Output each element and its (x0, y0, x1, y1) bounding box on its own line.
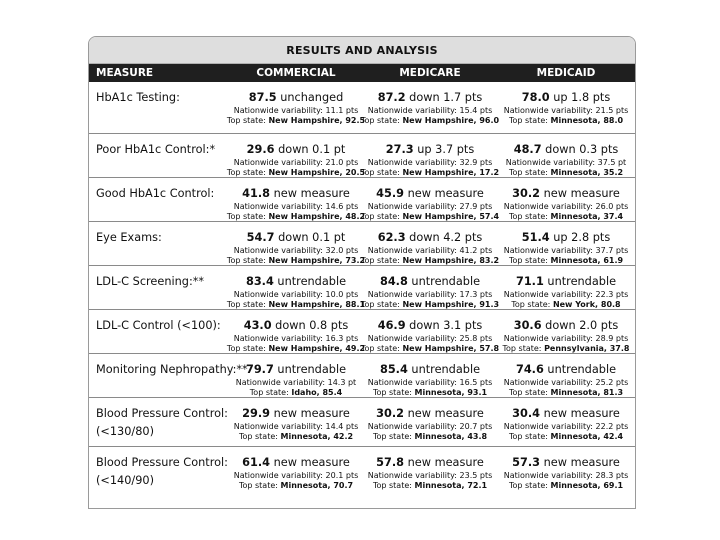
measure-name: LDL-C Screening:** (96, 275, 205, 288)
rate-line (516, 273, 616, 290)
medicaid-cell (497, 317, 635, 353)
rate-change: new measure (273, 187, 350, 200)
column-header-measure: MEASURE (96, 67, 154, 79)
top-state-value: Minnesota, 69.1 (550, 481, 624, 490)
table-body (89, 82, 635, 496)
top-state-prefix: Top state: (360, 344, 400, 353)
rate-line (380, 361, 480, 378)
table-row (89, 447, 635, 496)
table-row (89, 222, 635, 266)
measure-qualifier: (<140/90) (96, 474, 155, 487)
rate-value: 71.1 (515, 275, 544, 288)
nationwide-variability: Nationwide variability: 15.4 pts (367, 106, 493, 115)
top-state (227, 168, 365, 178)
nationwide-variability: Nationwide variability: 25.2 pts (503, 378, 629, 387)
measure-name: Monitoring Nephropathy:** (96, 363, 248, 376)
top-state (227, 344, 365, 354)
rate-value: 57.3 (512, 456, 541, 469)
top-state (361, 168, 499, 178)
measure-name: HbA1c Testing: (96, 91, 180, 104)
top-state (509, 212, 623, 222)
top-state-prefix: Top state: (226, 256, 266, 265)
top-state-prefix: Top state: (226, 300, 266, 309)
top-state-value: Minnesota, 72.1 (414, 481, 488, 490)
medicare-cell (360, 141, 500, 177)
measure-label (89, 185, 229, 221)
rate-change: untrendable (411, 275, 481, 288)
table-row (89, 310, 635, 354)
rate-value: 61.4 (242, 456, 271, 469)
commercial-cell (226, 317, 366, 353)
measure-label (89, 361, 248, 397)
top-state-prefix: Top state: (508, 432, 548, 441)
top-state-prefix: Top state: (511, 300, 551, 309)
rate-value: 87.2 (377, 91, 406, 104)
nationwide-variability: Nationwide variability: 32.0 pts (233, 246, 359, 255)
rate-line (380, 273, 480, 290)
nationwide-variability: Nationwide variability: 37.7 pts (503, 246, 629, 255)
top-state-value: Minnesota, 61.9 (550, 256, 624, 265)
rate-value: 29.6 (246, 143, 275, 156)
measure-label (89, 454, 229, 496)
rate-value: 48.7 (513, 143, 542, 156)
top-state-prefix: Top state: (372, 481, 412, 490)
table-row (89, 354, 635, 398)
top-state-value: Minnesota, 70.7 (280, 481, 354, 490)
top-state (509, 116, 623, 126)
top-state (503, 344, 630, 354)
top-state-value: New Hampshire, 57.4 (402, 212, 500, 221)
rate-change: down 4.2 pts (409, 231, 483, 244)
top-state-prefix: Top state: (508, 168, 548, 177)
nationwide-variability: Nationwide variability: 17.3 pts (367, 290, 493, 299)
measure-name: Good HbA1c Control: (96, 187, 215, 200)
top-state (239, 481, 353, 491)
nationwide-variability: Nationwide variability: 41.2 pts (367, 246, 493, 255)
rate-change: down 0.8 pts (275, 319, 349, 332)
top-state (509, 432, 623, 442)
rate-line (512, 454, 620, 471)
top-state (361, 300, 499, 310)
rate-change: new measure (407, 407, 484, 420)
rate-value: 79.7 (245, 363, 274, 376)
top-state-prefix: Top state: (226, 344, 266, 353)
rate-line (514, 141, 619, 158)
rate-line (247, 141, 346, 158)
rate-change: new measure (407, 456, 484, 469)
nationwide-variability: Nationwide variability: 37.5 pt (505, 158, 627, 167)
top-state-value: New Hampshire, 73.2 (268, 256, 366, 265)
column-header-medicare: MEDICARE (399, 67, 461, 79)
top-state-prefix: Top state: (360, 116, 400, 125)
top-state-prefix: Top state: (508, 116, 548, 125)
medicare-cell (360, 229, 500, 265)
top-state-value: New Hampshire, 17.2 (402, 168, 500, 177)
medicaid-cell (497, 185, 635, 221)
nationwide-variability: Nationwide variability: 16.5 pts (367, 378, 493, 387)
rate-change: new measure (273, 407, 350, 420)
top-state (227, 300, 365, 310)
measure-qualifier: (<130/80) (96, 425, 155, 438)
nationwide-variability: Nationwide variability: 16.3 pts (233, 334, 359, 343)
measure-name: Blood Pressure Control: (96, 407, 228, 420)
rate-value: 30.6 (513, 319, 542, 332)
rate-change: new measure (543, 407, 620, 420)
top-state (509, 256, 623, 266)
top-state-value: New Hampshire, 49.2 (268, 344, 366, 353)
measure-name: Eye Exams: (96, 231, 162, 244)
top-state-value: Minnesota, 43.8 (414, 432, 488, 441)
rate-line (376, 185, 484, 202)
top-state-value: New Hampshire, 92.5 (268, 116, 366, 125)
top-state (361, 212, 499, 222)
rate-value: 46.9 (377, 319, 406, 332)
medicare-cell (360, 273, 500, 309)
rate-line (378, 229, 483, 246)
medicaid-cell (497, 454, 635, 496)
rate-line (242, 185, 350, 202)
top-state-value: New Hampshire, 57.8 (402, 344, 500, 353)
top-state-prefix: Top state: (360, 168, 400, 177)
rate-value: 74.6 (515, 363, 544, 376)
nationwide-variability: Nationwide variability: 28.9 pts (503, 334, 629, 343)
top-state-value: Minnesota, 42.4 (550, 432, 624, 441)
rate-value: 54.7 (246, 231, 275, 244)
measure-name: Blood Pressure Control: (96, 456, 228, 469)
nationwide-variability: Nationwide variability: 21.0 pts (233, 158, 359, 167)
medicare-cell (360, 185, 500, 221)
medicare-cell (363, 454, 497, 496)
top-state (361, 256, 499, 266)
nationwide-variability: Nationwide variability: 27.9 pts (367, 202, 493, 211)
top-state (361, 116, 499, 126)
top-state-prefix: Top state: (502, 344, 542, 353)
top-state-value: New Hampshire, 20.5 (268, 168, 366, 177)
rate-line (512, 185, 620, 202)
rate-value: 78.0 (521, 91, 550, 104)
column-header-commercial: COMMERCIAL (256, 67, 336, 79)
medicare-cell (363, 405, 497, 446)
commercial-cell (226, 89, 366, 133)
rate-line (246, 273, 346, 290)
top-state-value: New Hampshire, 91.3 (402, 300, 500, 309)
commercial-cell (229, 405, 363, 446)
nationwide-variability: Nationwide variability: 11.1 pts (233, 106, 359, 115)
top-state-prefix: Top state: (372, 432, 412, 441)
rate-line (516, 361, 616, 378)
measure-label (89, 229, 229, 265)
rate-change: down 1.7 pts (409, 91, 483, 104)
table-row (89, 266, 635, 310)
measure-label (89, 141, 229, 177)
table-title: RESULTS AND ANALYSIS (89, 37, 635, 64)
nationwide-variability: Nationwide variability: 20.7 pts (367, 422, 493, 431)
rate-change: new measure (543, 456, 620, 469)
top-state-prefix: Top state: (238, 481, 278, 490)
table-row (89, 134, 635, 178)
rate-value: 62.3 (377, 231, 406, 244)
nationwide-variability: Nationwide variability: 22.3 pts (503, 290, 629, 299)
medicaid-cell (497, 273, 635, 309)
rate-value: 30.2 (376, 407, 405, 420)
rate-value: 30.2 (512, 187, 541, 200)
top-state-prefix: Top state: (226, 116, 266, 125)
rate-change: up 1.8 pts (553, 91, 611, 104)
top-state-prefix: Top state: (508, 481, 548, 490)
commercial-cell (226, 229, 366, 265)
top-state-value: New Hampshire, 83.2 (402, 256, 500, 265)
top-state-value: Minnesota, 93.1 (414, 388, 488, 397)
medicare-cell (363, 361, 497, 397)
top-state (373, 432, 487, 442)
top-state-prefix: Top state: (360, 300, 400, 309)
rate-value: 85.4 (379, 363, 408, 376)
rate-value: 43.0 (243, 319, 272, 332)
medicare-cell (360, 317, 500, 353)
top-state (227, 212, 365, 222)
table-row (89, 82, 635, 134)
medicare-cell (360, 89, 500, 133)
top-state-value: New Hampshire, 88.1 (268, 300, 366, 309)
measure-name: Poor HbA1c Control:* (96, 143, 216, 156)
top-state-prefix: Top state: (226, 168, 266, 177)
medicaid-cell (497, 89, 635, 133)
nationwide-variability: Nationwide variability: 20.1 pts (233, 471, 359, 480)
commercial-cell (226, 185, 366, 221)
rate-line (514, 317, 619, 334)
rate-change: untrendable (547, 363, 617, 376)
rate-change: untrendable (411, 363, 481, 376)
top-state-prefix: Top state: (508, 388, 548, 397)
rate-value: 41.8 (242, 187, 271, 200)
measure-name: LDL-C Control (<100): (96, 319, 221, 332)
nationwide-variability: Nationwide variability: 32.9 pts (367, 158, 493, 167)
top-state (227, 256, 365, 266)
top-state (509, 168, 623, 178)
rate-value: 30.4 (512, 407, 541, 420)
rate-line (522, 229, 610, 246)
top-state (227, 116, 365, 126)
top-state-value: Minnesota, 81.3 (550, 388, 624, 397)
top-state (239, 432, 353, 442)
rate-value: 29.9 (242, 407, 271, 420)
rate-value: 51.4 (521, 231, 550, 244)
top-state-prefix: Top state: (238, 432, 278, 441)
rate-line (247, 229, 346, 246)
table-row (89, 178, 635, 222)
measure-label (89, 317, 229, 353)
rate-line (249, 89, 344, 106)
rate-change: new measure (543, 187, 620, 200)
measure-label (89, 89, 229, 133)
commercial-cell (229, 361, 363, 397)
top-state-value: Minnesota, 37.4 (550, 212, 624, 221)
nationwide-variability: Nationwide variability: 10.0 pts (233, 290, 359, 299)
top-state-prefix: Top state: (360, 212, 400, 221)
top-state-value: Minnesota, 88.0 (550, 116, 624, 125)
measure-label (89, 273, 229, 309)
top-state (511, 300, 620, 310)
rate-change: down 0.1 pt (278, 231, 346, 244)
rate-change: up 2.8 pts (553, 231, 611, 244)
medicaid-cell (497, 229, 635, 265)
rate-line (522, 89, 610, 106)
nationwide-variability: Nationwide variability: 14.6 pts (233, 202, 359, 211)
table-row (89, 398, 635, 447)
top-state (373, 481, 487, 491)
rate-line (246, 361, 346, 378)
top-state-value: New York, 80.8 (552, 300, 621, 309)
top-state-value: Minnesota, 35.2 (550, 168, 624, 177)
top-state (361, 344, 499, 354)
rate-line (244, 317, 349, 334)
rate-value: 27.3 (385, 143, 414, 156)
rate-change: new measure (407, 187, 484, 200)
rate-change: untrendable (547, 275, 617, 288)
results-table-card (88, 36, 636, 509)
nationwide-variability: Nationwide variability: 21.5 pts (503, 106, 629, 115)
rate-value: 84.8 (379, 275, 408, 288)
nationwide-variability: Nationwide variability: 25.8 pts (367, 334, 493, 343)
column-header-row (89, 64, 635, 82)
measure-label (89, 405, 229, 446)
rate-line (376, 405, 484, 422)
rate-line (386, 141, 474, 158)
top-state-value: New Hampshire, 96.0 (402, 116, 500, 125)
top-state-value: Pennsylvania, 37.8 (544, 344, 630, 353)
medicaid-cell (497, 405, 635, 446)
top-state (509, 388, 623, 398)
rate-line (378, 89, 483, 106)
top-state-prefix: Top state: (372, 388, 412, 397)
rate-value: 83.4 (245, 275, 274, 288)
nationwide-variability: Nationwide variability: 26.0 pts (503, 202, 629, 211)
rate-change: up 3.7 pts (417, 143, 475, 156)
rate-change: down 2.0 pts (545, 319, 619, 332)
nationwide-variability: Nationwide variability: 28.3 pts (503, 471, 629, 480)
top-state-prefix: Top state: (249, 388, 289, 397)
rate-line (242, 405, 350, 422)
nationwide-variability: Nationwide variability: 23.5 pts (367, 471, 493, 480)
top-state-prefix: Top state: (508, 212, 548, 221)
rate-value: 87.5 (248, 91, 277, 104)
nationwide-variability: Nationwide variability: 14.4 pts (233, 422, 359, 431)
rate-line (242, 454, 350, 471)
top-state-value: New Hampshire, 48.2 (268, 212, 366, 221)
medicaid-cell (497, 361, 635, 397)
top-state-prefix: Top state: (360, 256, 400, 265)
rate-change: down 0.1 pt (278, 143, 346, 156)
rate-change: down 0.3 pts (545, 143, 619, 156)
top-state-value: Minnesota, 42.2 (280, 432, 354, 441)
rate-change: untrendable (277, 363, 347, 376)
top-state-prefix: Top state: (508, 256, 548, 265)
top-state (509, 481, 623, 491)
rate-line (378, 317, 483, 334)
rate-change: new measure (273, 456, 350, 469)
rate-value: 45.9 (376, 187, 405, 200)
commercial-cell (226, 273, 366, 309)
nationwide-variability: Nationwide variability: 22.2 pts (503, 422, 629, 431)
top-state (373, 388, 487, 398)
rate-change: untrendable (277, 275, 347, 288)
rate-line (512, 405, 620, 422)
rate-change: unchanged (280, 91, 344, 104)
top-state-value: Idaho, 85.4 (291, 388, 343, 397)
rate-value: 57.8 (376, 456, 405, 469)
rate-change: down 3.1 pts (409, 319, 483, 332)
top-state-prefix: Top state: (226, 212, 266, 221)
top-state (250, 388, 342, 398)
column-header-medicaid: MEDICAID (536, 67, 596, 79)
nationwide-variability: Nationwide variability: 14.3 pt (235, 378, 357, 387)
commercial-cell (226, 141, 366, 177)
medicaid-cell (497, 141, 635, 177)
commercial-cell (229, 454, 363, 496)
rate-line (376, 454, 484, 471)
